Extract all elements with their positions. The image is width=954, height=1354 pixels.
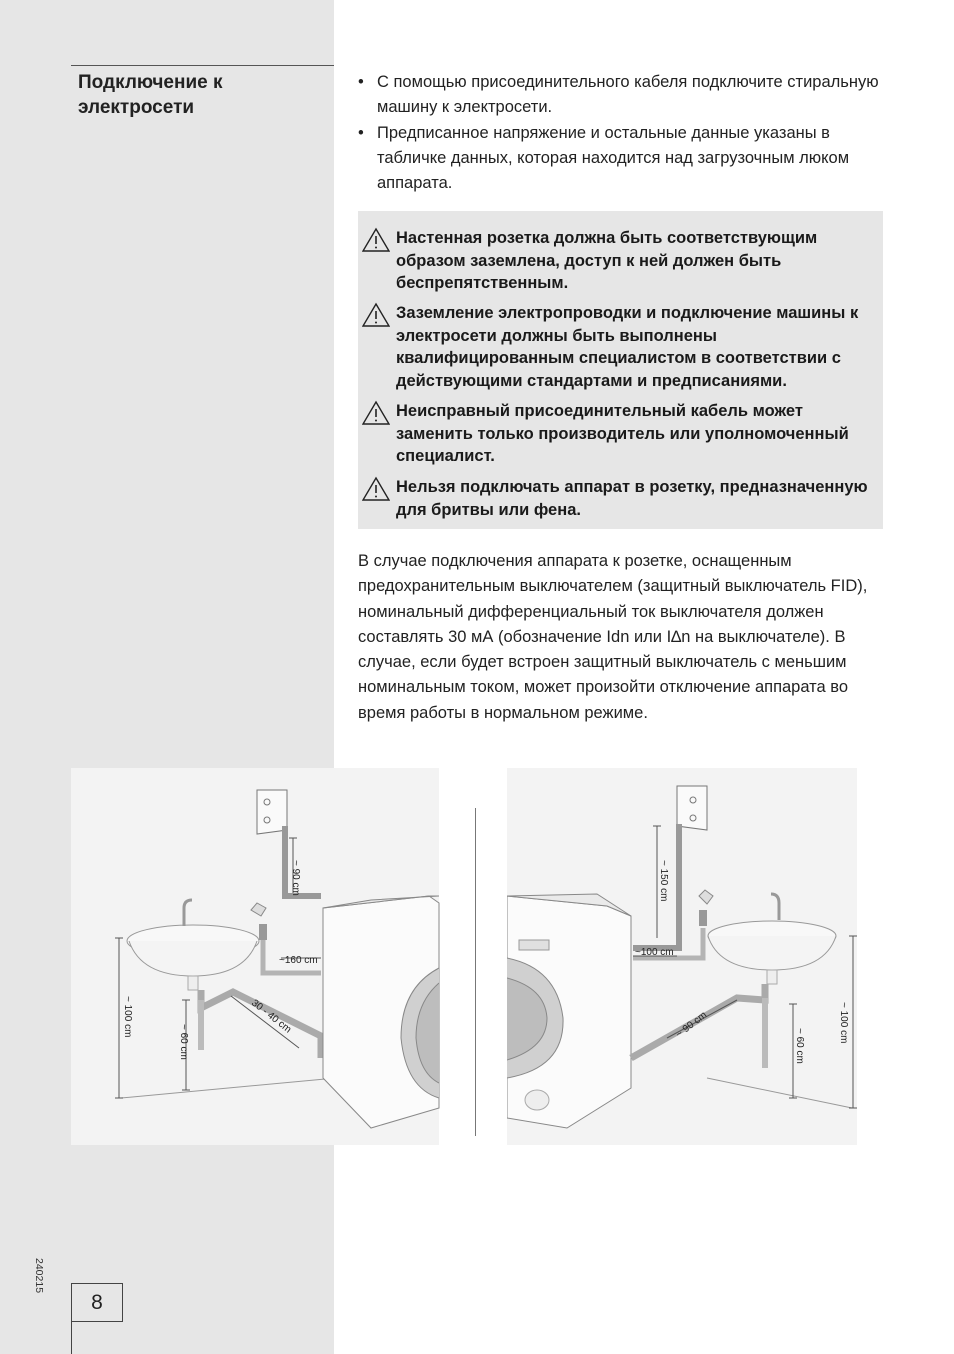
warning-item: Настенная розетка должна быть соответствующим образом заземлена, доступ к ней должен быть беспрепятственным. [362,227,880,295]
bullet-item: • Предписанное напряжение и остальные данные указаны в табличке данных, которая находится над загрузочным люком аппарата. [358,121,883,197]
figure-divider [475,808,476,1136]
sidebar-background [0,0,334,1354]
installation-figure [71,768,857,1145]
right-drain-height-label: ~ 60 cm [794,1028,805,1064]
fid-paragraph: В случае подключения аппарата к розетке, оснащенным предохранительным выключателем (защитный выключатель FID), номинальный дифференциальный ток выключателя должен составлять 30 мА (обозначение Idn или I∆n на выключателе). В случае, если будет встроен защитный выключатель с меньшим номинальным током, может произойти отключение аппарата во время работы в нормальном режиме. [358,552,868,722]
section-title-line1: Подключение к [78,72,223,93]
left-drain-height-label: ~ 60 cm [178,1024,189,1060]
warning-item: Нельзя подключать аппарат в розетку, предназначенную для бритвы или фена. [362,476,880,521]
warning-triangle-icon [362,227,390,253]
left-hose-label: 30 - 40 cm [249,997,294,1036]
page-number: 8 [71,1283,123,1322]
bullet-dot: • [358,123,364,142]
figure-right-diagram [507,768,857,1145]
warning-box [358,211,883,529]
warning-item: Заземление электропроводки и подключение машины к электросети должны быть выполнены квалифицированным специалистом в соответствии с действующими стандартами и предписаниями. [362,302,880,392]
washing-machine-icon [507,894,631,1128]
section-title [78,70,328,120]
washing-machine-icon [323,896,439,1128]
sink-icon [708,894,836,984]
section-title-line2: электросети [78,97,195,118]
right-total-height-label: ~ 100 cm [838,1002,849,1044]
warning-triangle-icon [362,476,390,502]
intro-list [358,70,883,196]
wall-socket-icon [677,786,707,830]
bullet-dot: • [358,73,364,91]
warning-triangle-icon [362,400,390,426]
warning-triangle-icon [362,302,390,328]
left-socket-height-label: ~ 90 cm [290,860,301,896]
figure-left-diagram [71,768,441,1145]
warning-item: Неисправный присоединительный кабель может заменить только производитель или уполномоченный специалист. [362,400,880,468]
right-socket-height-label: ~ 150 cm [658,860,669,902]
left-distance-label: ~160 cm [279,955,318,966]
sink-icon [127,900,259,990]
bullet-item: • С помощью присоединительного кабеля подключите стиральную машину к электросети. [358,70,883,121]
right-distance-label: ~100 cm [635,947,674,958]
left-total-height-label: ~ 100 cm [122,996,133,1038]
document-code: 240215 [33,1258,45,1294]
right-hose-label: ~ 90 cm [674,1009,710,1041]
section-rule [71,65,334,66]
